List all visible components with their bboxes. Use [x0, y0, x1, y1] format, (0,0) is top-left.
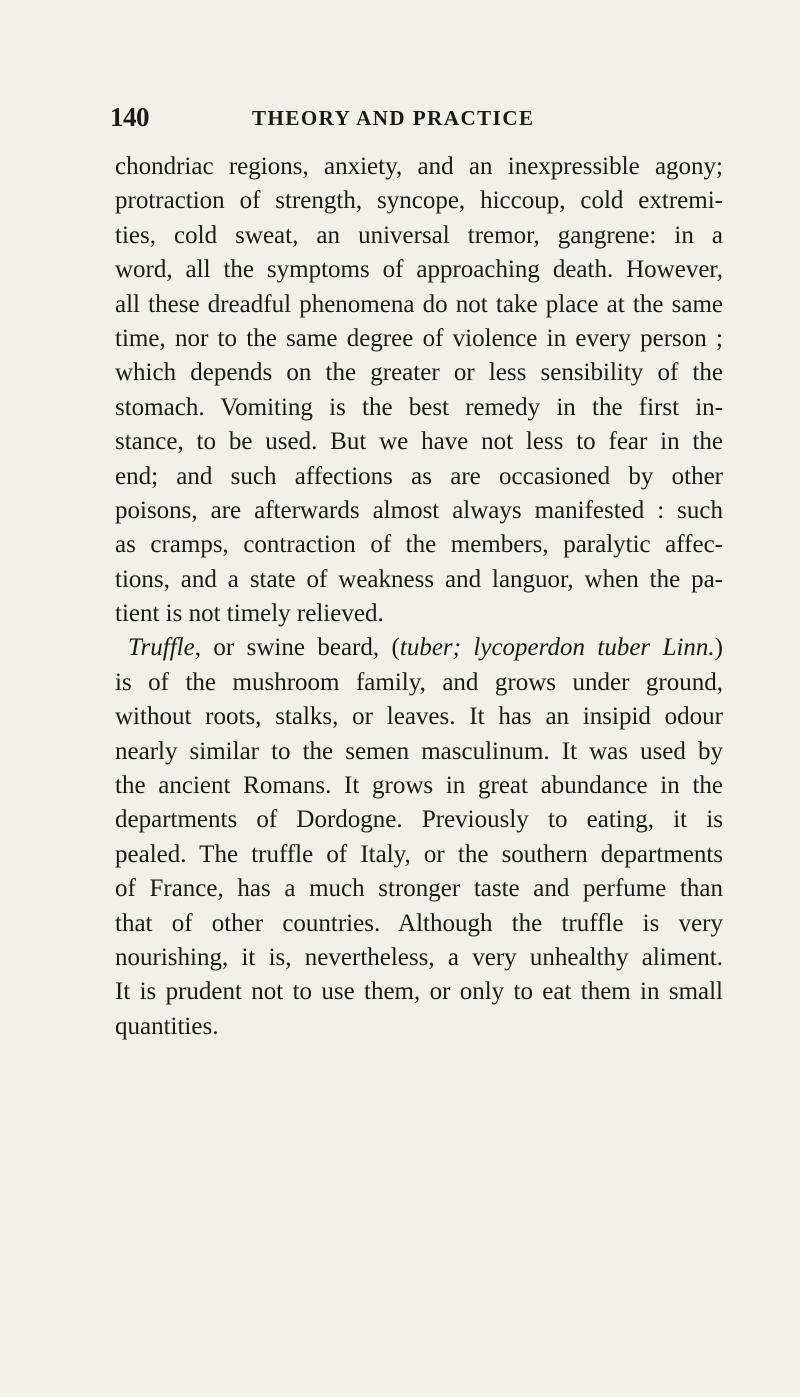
text-line: protraction of strength, syncope, hiccoup, cold extremi-	[115, 187, 723, 215]
text-line: word, all the symptoms of approaching death. However,	[115, 256, 723, 284]
entry-latin-name: tuber; lycoperdon tuber Linn.	[399, 634, 715, 662]
entry-term: Truffle	[128, 634, 195, 662]
text-line: stomach. Vomiting is the best remedy in the first in-	[115, 393, 723, 421]
text-line: as cramps, contraction of the members, paralytic affec-	[115, 531, 723, 559]
text-line: time, nor to the same degree of violence in every person ;	[115, 324, 723, 352]
text-line: the ancient Romans. It grows in great abundance in the	[115, 772, 723, 800]
running-head: THEORY AND PRACTICE	[252, 106, 535, 130]
text-line: nearly similar to the semen masculinum. It was used by	[115, 737, 723, 765]
body-text	[115, 150, 723, 1044]
paragraph-symptoms	[115, 150, 723, 631]
text-line: pealed. The truffle of Italy, or the southern departments	[115, 840, 723, 868]
entry-text-end: )	[714, 634, 723, 662]
text-line: tient is not timely relieved.	[115, 600, 384, 628]
page-number: 140	[110, 102, 149, 132]
text-line: which depends on the greater or less sensibility of the	[115, 359, 723, 387]
page-header	[110, 102, 730, 138]
entry-text: , or swine beard, (	[194, 634, 400, 662]
text-line: It is prudent not to use them, or only to eat them in small	[115, 978, 723, 1006]
text-line: that of other countries. Although the truffle is very	[115, 909, 723, 937]
text-line: quantities.	[115, 1012, 219, 1040]
text-line: tions, and a state of weakness and languor, when the pa-	[115, 565, 723, 593]
text-line: departments of Dordogne. Previously to eating, it is	[115, 806, 723, 834]
paragraph-truffle	[115, 631, 723, 1044]
text-line: chondriac regions, anxiety, and an inexpressible agony;	[115, 153, 723, 180]
text-line: poisons, are afterwards almost always manifested : such	[115, 496, 723, 524]
truffle-entry-line	[115, 631, 723, 665]
text-line: nourishing, it is, nevertheless, a very unhealthy aliment.	[115, 943, 723, 971]
text-line: all these dreadful phenomena do not take place at the same	[115, 290, 723, 318]
text-line: of France, has a much stronger taste and perfume than	[115, 875, 723, 903]
text-line: ties, cold sweat, an universal tremor, gangrene: in a	[115, 221, 723, 249]
text-line: is of the mushroom family, and grows under ground,	[115, 668, 723, 696]
text-line: without roots, stalks, or leaves. It has an insipid odour	[115, 703, 723, 731]
text-line: stance, to be used. But we have not less to fear in the	[115, 428, 723, 456]
text-line: end; and such affections as are occasioned by other	[115, 462, 723, 490]
